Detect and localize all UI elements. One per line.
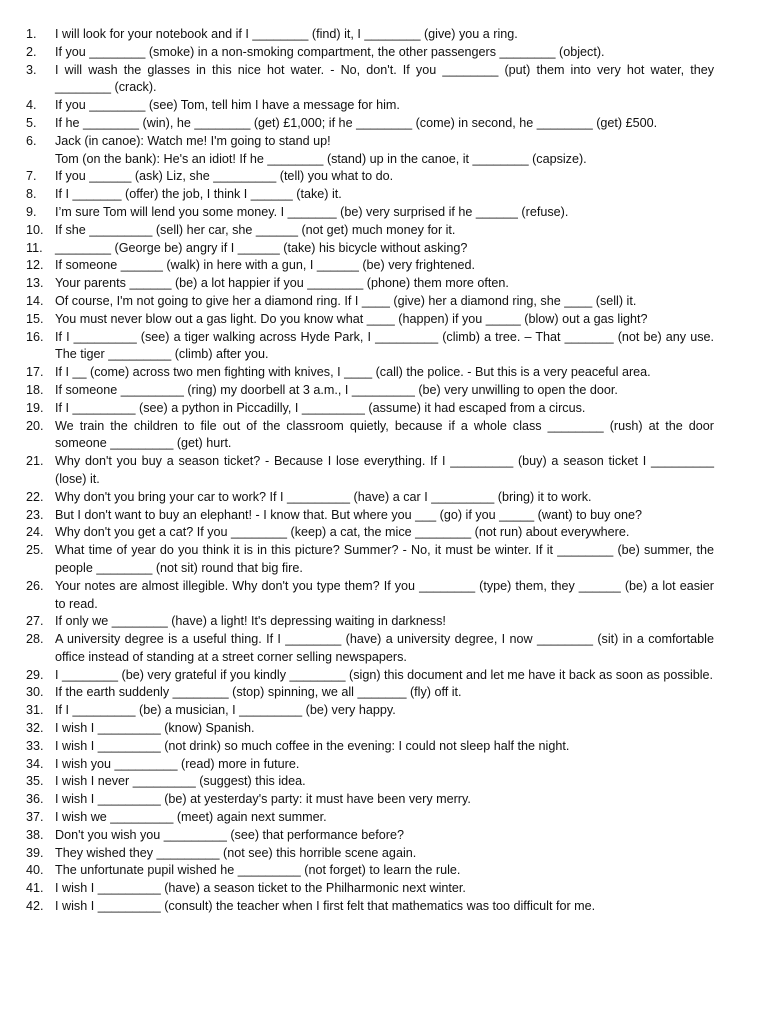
- exercise-item: [26, 418, 714, 454]
- item-text: If I _________ (see) a tiger walking across Hyde Park, I _________ (climb) a tree. – That _______ (not be) any use. The tiger _________ (climb) after you.: [55, 329, 714, 362]
- item-text: We train the children to file out of the classroom quietly, because if a whole class ________ (rush) at the door someone _________ (get) hurt.: [55, 418, 714, 451]
- item-number: 4.: [26, 98, 37, 113]
- item-number: 21.: [26, 454, 44, 469]
- item-text: I wish I _________ (have) a season ticket to the Philharmonic next winter.: [55, 881, 466, 896]
- item-text: If someone _________ (ring) my doorbell at 3 a.m., I _________ (be) very unwilling to open the door.: [55, 382, 618, 397]
- item-text: Your parents ______ (be) a lot happier if you ________ (phone) them more often.: [55, 276, 509, 291]
- item-number: 9.: [26, 204, 37, 219]
- exercise-item: [26, 257, 714, 275]
- item-number: 14.: [26, 293, 44, 308]
- item-number: 7.: [26, 169, 37, 184]
- exercise-item: [26, 898, 714, 916]
- exercise-item: [26, 845, 714, 863]
- exercise-item: [26, 44, 714, 62]
- item-text: Your notes are almost illegible. Why don't you type them? If you ________ (type) them, they ______ (be) a lot easier to read.: [55, 578, 714, 611]
- exercise-item: [26, 720, 714, 738]
- item-number: 27.: [26, 614, 44, 629]
- item-number: 6.: [26, 133, 37, 148]
- item-text: If I _______ (offer) the job, I think I ______ (take) it.: [55, 187, 342, 202]
- exercise-item: [26, 773, 714, 791]
- item-text: I wish I _________ (be) at yesterday's party: it must have been very merry.: [55, 792, 471, 807]
- exercise-item: [26, 507, 714, 525]
- item-number: 12.: [26, 258, 44, 273]
- item-number: 34.: [26, 756, 44, 771]
- item-text: I wish I never _________ (suggest) this idea.: [55, 774, 306, 789]
- item-text: Don't you wish you _________ (see) that performance before?: [55, 827, 404, 842]
- exercise-item: [26, 240, 714, 258]
- exercise-item: [26, 382, 714, 400]
- item-text: ________ (George be) angry if I ______ (take) his bicycle without asking?: [55, 240, 468, 255]
- item-number: 22.: [26, 489, 44, 504]
- item-number: 17.: [26, 365, 44, 380]
- item-number: 35.: [26, 774, 44, 789]
- exercise-item: [26, 880, 714, 898]
- item-number: 37.: [26, 810, 44, 825]
- item-text: The unfortunate pupil wished he _________ (not forget) to learn the rule.: [55, 863, 461, 878]
- item-number: 24.: [26, 525, 44, 540]
- item-text: Why don't you get a cat? If you ________ (keep) a cat, the mice ________ (not run) about everywhere.: [55, 525, 630, 540]
- exercise-item: [26, 862, 714, 880]
- exercise-item: [26, 684, 714, 702]
- item-text: They wished they _________ (not see) this horrible scene again.: [55, 845, 417, 860]
- item-text: If you ______ (ask) Liz, she _________ (tell) you what to do.: [55, 169, 394, 184]
- item-text: I wish I _________ (not drink) so much coffee in the evening: I could not sleep half the night.: [55, 738, 570, 753]
- exercise-item: [26, 204, 714, 222]
- exercise-item: [26, 578, 714, 614]
- item-text: If someone ______ (walk) in here with a gun, I ______ (be) very frightened.: [55, 258, 476, 273]
- item-number: 15.: [26, 311, 44, 326]
- exercise-item: [26, 809, 714, 827]
- item-number: 16.: [26, 329, 44, 344]
- exercise-item: [26, 311, 714, 329]
- item-text: A university degree is a useful thing. If I ________ (have) a university degree, I now ________ (sit) in a comfortable office instead of standing at a street corner selling newspapers.: [55, 632, 714, 664]
- item-number: 38.: [26, 827, 44, 842]
- exercise-item: [26, 524, 714, 542]
- item-number: 36.: [26, 792, 44, 807]
- item-number: 30.: [26, 685, 44, 700]
- item-text: Of course, I'm not going to give her a diamond ring. If I ____ (give) her a diamond ring, she ____ (sell) it.: [55, 293, 637, 308]
- exercise-item: [26, 275, 714, 293]
- exercise-item: [26, 133, 714, 169]
- item-text: I wish I _________ (consult) the teacher when I first felt that mathematics was too difficult for me.: [55, 899, 596, 914]
- item-number: 5.: [26, 115, 37, 130]
- exercise-item: [26, 115, 714, 133]
- item-text: I’m sure Tom will lend you some money. I _______ (be) very surprised if he ______ (refuse).: [55, 204, 569, 219]
- item-text: I wish I _________ (know) Spanish.: [55, 721, 255, 736]
- exercise-item: [26, 186, 714, 204]
- exercise-item: [26, 542, 714, 578]
- item-text: Jack (in canoe): Watch me! I'm going to stand up!: [55, 133, 331, 148]
- exercise-item: [26, 329, 714, 365]
- item-number: 32.: [26, 721, 44, 736]
- item-number: 1.: [26, 27, 37, 41]
- item-number: 19.: [26, 400, 44, 415]
- item-number: 26.: [26, 578, 44, 593]
- item-number: 2.: [26, 44, 37, 59]
- item-number: 40.: [26, 863, 44, 878]
- item-text: If she _________ (sell) her car, she ______ (not get) much money for it.: [55, 222, 456, 237]
- item-text: If you ________ (see) Tom, tell him I have a message for him.: [55, 98, 400, 113]
- exercise-item: [26, 791, 714, 809]
- item-number: 10.: [26, 222, 44, 237]
- item-text: You must never blow out a gas light. Do you know what ____ (happen) if you _____ (blow) out a gas light?: [55, 311, 648, 326]
- item-number: 25.: [26, 543, 44, 558]
- item-number: 31.: [26, 703, 44, 718]
- exercise-item: [26, 702, 714, 720]
- item-text: If I _________ (see) a python in Piccadilly, I _________ (assume) it had escaped from a circus.: [55, 400, 586, 415]
- item-number: 39.: [26, 845, 44, 860]
- exercise-item: [26, 489, 714, 507]
- exercise-item: [26, 293, 714, 311]
- exercise-item: [26, 168, 714, 186]
- item-text: If I __ (come) across two men fighting with knives, I ____ (call) the police. - But this is a very peaceful area.: [55, 365, 651, 380]
- item-number: 18.: [26, 382, 44, 397]
- item-number: 13.: [26, 276, 44, 291]
- item-text: If the earth suddenly ________ (stop) spinning, we all _______ (fly) off it.: [55, 685, 462, 700]
- item-number: 11.: [26, 240, 43, 255]
- exercise-item: [26, 738, 714, 756]
- exercise-item: [26, 827, 714, 845]
- exercise-list: [26, 26, 714, 916]
- item-number: 3.: [26, 62, 37, 77]
- item-text-continued: Tom (on the bank): He's an idiot! If he ________ (stand) up in the canoe, it ________ (capsize).: [55, 151, 587, 166]
- item-text: Why don't you buy a season ticket? - Because I lose everything. If I _________ (buy) a season ticket I _________ (lose) it.: [55, 454, 714, 486]
- item-text: If you ________ (smoke) in a non-smoking compartment, the other passengers ________ (object).: [55, 44, 605, 59]
- exercise-item: [26, 400, 714, 418]
- exercise-item: [26, 97, 714, 115]
- exercise-item: [26, 26, 714, 44]
- item-number: 20.: [26, 418, 44, 433]
- item-text: I wish we _________ (meet) again next summer.: [55, 810, 327, 825]
- item-text: I wish you _________ (read) more in future.: [55, 756, 300, 771]
- exercise-item: [26, 667, 714, 685]
- exercise-item: [26, 364, 714, 382]
- item-number: 23.: [26, 507, 44, 522]
- item-number: 33.: [26, 738, 44, 753]
- item-text: If he ________ (win), he ________ (get) £1,000; if he ________ (come) in second, he ________ (get) £500.: [55, 115, 658, 130]
- item-number: 42.: [26, 899, 44, 914]
- exercise-item: [26, 453, 714, 489]
- item-text: I will wash the glasses in this nice hot water. - No, don't. If you ________ (put) them into very hot water, they ________ (crack).: [55, 62, 714, 95]
- exercise-item: [26, 631, 714, 667]
- item-text: I will look for your notebook and if I ________ (find) it, I ________ (give) you a ring.: [55, 27, 518, 41]
- item-number: 29.: [26, 667, 44, 682]
- item-text: If I _________ (be) a musician, I _________ (be) very happy.: [55, 703, 396, 718]
- item-text: Why don't you bring your car to work? If I _________ (have) a car I _________ (bring) it to work.: [55, 489, 592, 504]
- exercise-item: [26, 62, 714, 98]
- exercise-item: [26, 222, 714, 240]
- item-text: I ________ (be) very grateful if you kindly ________ (sign) this document and let me have it back as soon as possible.: [55, 667, 714, 682]
- item-number: 41.: [26, 881, 44, 896]
- item-text: But I don't want to buy an elephant! - I know that. But where you ___ (go) if you _____ (want) to buy one?: [55, 507, 642, 522]
- item-number: 8.: [26, 187, 37, 202]
- item-text: What time of year do you think it is in this picture? Summer? - No, it must be winter. If it ________ (be) summer, the people ________ (not sit) round that big fire.: [55, 543, 714, 575]
- exercise-item: [26, 613, 714, 631]
- exercise-item: [26, 756, 714, 774]
- item-text: If only we ________ (have) a light! It's depressing waiting in darkness!: [55, 614, 446, 629]
- item-number: 28.: [26, 632, 44, 647]
